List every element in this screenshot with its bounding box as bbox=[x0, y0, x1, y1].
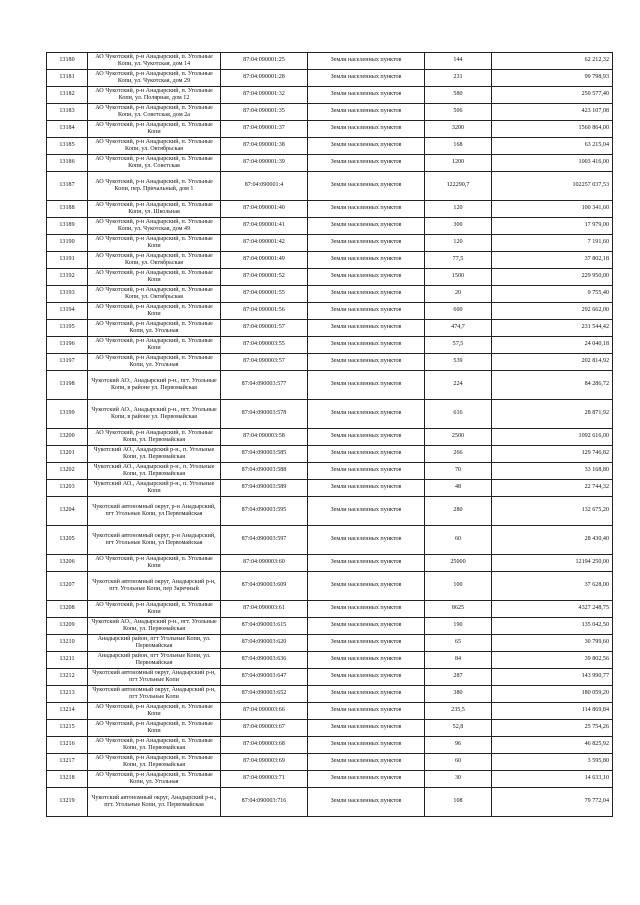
address-cell: Чукотский автономный округ, р-н Анадырский, пгт Угольные Копи, ул Первомайская bbox=[88, 497, 221, 526]
row-number: 13182 bbox=[47, 87, 88, 104]
land-category-cell: Земли населенных пунктов bbox=[308, 354, 425, 371]
address-cell: АО Чукотский, р-н Анадырский, п. Угольные Копи, ул. Советская bbox=[88, 155, 221, 172]
row-number: 13181 bbox=[47, 70, 88, 87]
land-category-cell: Земли населенных пунктов bbox=[308, 429, 425, 446]
cadastral-number-cell: 87:04:090003:585 bbox=[221, 446, 308, 463]
cadastral-number-cell: 87:04:090003:60 bbox=[221, 555, 308, 572]
address-cell: АО Чукотский, р-н Анадырский, п. Угольные Копи bbox=[88, 121, 221, 138]
cadastral-number-cell: 87:04:090003:55 bbox=[221, 337, 308, 354]
cadastral-number-cell: 87:04:090001:49 bbox=[221, 252, 308, 269]
cadastral-value-cell: 37 802,18 bbox=[492, 252, 613, 269]
land-category-cell: Земли населенных пунктов bbox=[308, 446, 425, 463]
cadastral-number-cell: 87:04:090001:4 bbox=[221, 172, 308, 201]
table-row bbox=[47, 703, 613, 720]
row-number: 13204 bbox=[47, 497, 88, 526]
address-cell: АО Чукотский, р-н Анадырский, п. Угольные Копи bbox=[88, 303, 221, 320]
cadastral-number-cell: 87:04:090003:647 bbox=[221, 669, 308, 686]
land-category-cell: Земли населенных пунктов bbox=[308, 252, 425, 269]
table-row bbox=[47, 400, 613, 429]
cadastral-value-cell: 12194 250,00 bbox=[492, 555, 613, 572]
address-cell: АО Чукотский, р-н Анадырский, п. Угольные Копи, ул. Школьная bbox=[88, 201, 221, 218]
land-category-cell: Земли населенных пунктов bbox=[308, 788, 425, 817]
cadastral-value-cell: 28 430,40 bbox=[492, 526, 613, 555]
table-row bbox=[47, 269, 613, 286]
land-category-cell: Земли населенных пунктов bbox=[308, 703, 425, 720]
area-cell: 168 bbox=[425, 138, 492, 155]
area-cell: 266 bbox=[425, 446, 492, 463]
area-cell: 60 bbox=[425, 526, 492, 555]
table-row bbox=[47, 635, 613, 652]
cadastral-number-cell: 87:04:090001:56 bbox=[221, 303, 308, 320]
address-cell: Чукотский АО., Анадырский р-н., п. Угольные Копи, ул. Первомайская bbox=[88, 446, 221, 463]
address-cell: АО Чукотский, р-н Анадырский, п. Угольные Копи bbox=[88, 703, 221, 720]
address-cell: АО Чукотский, р-н Анадырский, п. Угольные Копи, ул. Советская, дом 2а bbox=[88, 104, 221, 121]
table-row bbox=[47, 463, 613, 480]
address-cell: АО Чукотский, р-н Анадырский, п. Угольные Копи, ул. Угольная bbox=[88, 354, 221, 371]
address-cell: Чукотский АО., Анадырский р-н., пгт. Угольные Копи, в районе ул. Первомайская bbox=[88, 400, 221, 429]
table-row bbox=[47, 337, 613, 354]
row-number: 13196 bbox=[47, 337, 88, 354]
area-cell: 539 bbox=[425, 354, 492, 371]
table-row bbox=[47, 104, 613, 121]
cadastral-number-cell: 87:04:090003:68 bbox=[221, 737, 308, 754]
row-number: 13190 bbox=[47, 235, 88, 252]
cadastral-number-cell: 87:04:090001:41 bbox=[221, 218, 308, 235]
cadastral-value-cell: 62 212,32 bbox=[492, 53, 613, 70]
cadastral-number-cell: 87:04:090003:67 bbox=[221, 720, 308, 737]
area-cell: 235,5 bbox=[425, 703, 492, 720]
cadastral-number-cell: 87:04:090003:589 bbox=[221, 480, 308, 497]
row-number: 13212 bbox=[47, 669, 88, 686]
table-row bbox=[47, 218, 613, 235]
cadastral-value-cell: 7 191,60 bbox=[492, 235, 613, 252]
land-category-cell: Земли населенных пунктов bbox=[308, 480, 425, 497]
address-cell: АО Чукотский, р-н Анадырский, п. Угольные Копи, ул. Октябрьская bbox=[88, 138, 221, 155]
row-number: 13208 bbox=[47, 601, 88, 618]
area-cell: 144 bbox=[425, 53, 492, 70]
table-row bbox=[47, 201, 613, 218]
cadastral-number-cell: 87:04:090003:597 bbox=[221, 526, 308, 555]
row-number: 13191 bbox=[47, 252, 88, 269]
area-cell: 77,5 bbox=[425, 252, 492, 269]
cadastral-value-cell: 1092 616,00 bbox=[492, 429, 613, 446]
cadastral-number-cell: 87:04:090003:615 bbox=[221, 618, 308, 635]
cadastral-number-cell: 87:04:090003:609 bbox=[221, 572, 308, 601]
area-cell: 1500 bbox=[425, 269, 492, 286]
cadastral-number-cell: 87:04:090003:61 bbox=[221, 601, 308, 618]
area-cell: 96 bbox=[425, 737, 492, 754]
row-number: 13206 bbox=[47, 555, 88, 572]
row-number: 13205 bbox=[47, 526, 88, 555]
cadastral-value-cell: 63 215,04 bbox=[492, 138, 613, 155]
cadastral-value-cell: 22 744,32 bbox=[492, 480, 613, 497]
row-number: 13192 bbox=[47, 269, 88, 286]
cadastral-value-cell: 33 168,80 bbox=[492, 463, 613, 480]
cadastral-number-cell: 87:04:090003:652 bbox=[221, 686, 308, 703]
cadastral-value-cell: 292 662,00 bbox=[492, 303, 613, 320]
cadastral-number-cell: 87:04:090003:577 bbox=[221, 371, 308, 400]
cadastral-number-cell: 87:04:090003:636 bbox=[221, 652, 308, 669]
address-cell: АО Чукотский, р-н Анадырский, п. Угольные Копи, ул. Первомайская bbox=[88, 737, 221, 754]
cadastral-value-cell: 229 950,00 bbox=[492, 269, 613, 286]
land-category-cell: Земли населенных пунктов bbox=[308, 771, 425, 788]
land-category-cell: Земли населенных пунктов bbox=[308, 526, 425, 555]
land-category-cell: Земли населенных пунктов bbox=[308, 669, 425, 686]
cadastral-number-cell: 87:04:090003:66 bbox=[221, 703, 308, 720]
table-row bbox=[47, 87, 613, 104]
table-row bbox=[47, 686, 613, 703]
address-cell: АО Чукотский, р-н Анадырский, п. Угольные Копи bbox=[88, 555, 221, 572]
table-row bbox=[47, 371, 613, 400]
table-row bbox=[47, 497, 613, 526]
address-cell: АО Чукотский, р-н Анадырский, п. Угольные Копи, ул. Угольная bbox=[88, 771, 221, 788]
cadastral-number-cell: 87:04:090001:55 bbox=[221, 286, 308, 303]
address-cell: Чукотский АО., Анадырский р-н., п. Угольные Копи, ул. Первомайская bbox=[88, 463, 221, 480]
land-category-cell: Земли населенных пунктов bbox=[308, 618, 425, 635]
table-row bbox=[47, 572, 613, 601]
row-number: 13198 bbox=[47, 371, 88, 400]
land-category-cell: Земли населенных пунктов bbox=[308, 754, 425, 771]
cadastral-value-cell: 17 979,00 bbox=[492, 218, 613, 235]
cadastral-value-cell: 84 286,72 bbox=[492, 371, 613, 400]
table-row bbox=[47, 771, 613, 788]
area-cell: 122290,7 bbox=[425, 172, 492, 201]
row-number: 13194 bbox=[47, 303, 88, 320]
cadastral-value-cell: 14 633,10 bbox=[492, 771, 613, 788]
row-number: 13210 bbox=[47, 635, 88, 652]
land-category-cell: Земли населенных пунктов bbox=[308, 235, 425, 252]
area-cell: 3200 bbox=[425, 121, 492, 138]
area-cell: 48 bbox=[425, 480, 492, 497]
area-cell: 60 bbox=[425, 754, 492, 771]
cadastral-value-cell: 39 802,56 bbox=[492, 652, 613, 669]
address-cell: Чукотский автономный округ, Анадырский р-н, пгт Угольные Копи bbox=[88, 686, 221, 703]
table-row bbox=[47, 618, 613, 635]
address-cell: Чукотский АО., Анадырский р-н., пгт. Угольные Копи, в районе ул. Первомайская bbox=[88, 371, 221, 400]
table-row bbox=[47, 138, 613, 155]
table-row bbox=[47, 320, 613, 337]
cadastral-value-cell: 99 798,93 bbox=[492, 70, 613, 87]
row-number: 13216 bbox=[47, 737, 88, 754]
address-cell: Анадырский район, пгт Угольные Копи, ул. Первомайская bbox=[88, 652, 221, 669]
row-number: 13219 bbox=[47, 788, 88, 817]
land-cadastre-table bbox=[46, 52, 613, 817]
area-cell: 2500 bbox=[425, 429, 492, 446]
row-number: 13213 bbox=[47, 686, 88, 703]
land-category-cell: Земли населенных пунктов bbox=[308, 555, 425, 572]
address-cell: АО Чукотский, р-н Анадырский, п. Угольные Копи, ул. Полярная, дом 12 bbox=[88, 87, 221, 104]
address-cell: АО Чукотский, р-н Анадырский, п. Угольные Копи bbox=[88, 269, 221, 286]
land-category-cell: Земли населенных пунктов bbox=[308, 155, 425, 172]
table-row bbox=[47, 555, 613, 572]
cadastral-value-cell: 143 990,77 bbox=[492, 669, 613, 686]
table-row bbox=[47, 526, 613, 555]
row-number: 13202 bbox=[47, 463, 88, 480]
land-category-cell: Земли населенных пунктов bbox=[308, 172, 425, 201]
row-number: 13203 bbox=[47, 480, 88, 497]
cadastral-value-cell: 28 871,92 bbox=[492, 400, 613, 429]
cadastral-value-cell: 129 746,82 bbox=[492, 446, 613, 463]
area-cell: 100 bbox=[425, 572, 492, 601]
land-category-cell: Земли населенных пунктов bbox=[308, 463, 425, 480]
land-category-cell: Земли населенных пунктов bbox=[308, 371, 425, 400]
cadastral-number-cell: 87:04:090001:42 bbox=[221, 235, 308, 252]
cadastral-value-cell: 46 825,92 bbox=[492, 737, 613, 754]
land-category-cell: Земли населенных пунктов bbox=[308, 53, 425, 70]
table-row bbox=[47, 53, 613, 70]
table-row bbox=[47, 669, 613, 686]
area-cell: 190 bbox=[425, 618, 492, 635]
cadastral-value-cell: 24 040,18 bbox=[492, 337, 613, 354]
land-category-cell: Земли населенных пунктов bbox=[308, 686, 425, 703]
cadastral-value-cell: 423 107,08 bbox=[492, 104, 613, 121]
cadastral-number-cell: 87:04:090003:578 bbox=[221, 400, 308, 429]
row-number: 13209 bbox=[47, 618, 88, 635]
cadastral-value-cell: 135 042,50 bbox=[492, 618, 613, 635]
cadastral-value-cell: 37 628,00 bbox=[492, 572, 613, 601]
land-category-cell: Земли населенных пунктов bbox=[308, 138, 425, 155]
address-cell: Чукотский автономный округ, Анадырский р-н, пгт. Угольные Копи, пер Заречный bbox=[88, 572, 221, 601]
area-cell: 84 bbox=[425, 652, 492, 669]
address-cell: АО Чукотский, р-н Анадырский, п. Угольные Копи, ул. Первомайская bbox=[88, 429, 221, 446]
area-cell: 108 bbox=[425, 788, 492, 817]
cadastral-number-cell: 87:04:090003:716 bbox=[221, 788, 308, 817]
area-cell: 52,8 bbox=[425, 720, 492, 737]
row-number: 13180 bbox=[47, 53, 88, 70]
table-row bbox=[47, 155, 613, 172]
address-cell: АО Чукотский, р-н Анадырский, п. Угольные Копи, ул. Чукотская, дом 29 bbox=[88, 70, 221, 87]
land-category-cell: Земли населенных пунктов bbox=[308, 201, 425, 218]
table-row bbox=[47, 720, 613, 737]
area-cell: 120 bbox=[425, 235, 492, 252]
area-cell: 1200 bbox=[425, 155, 492, 172]
row-number: 13199 bbox=[47, 400, 88, 429]
address-cell: Чукотский АО., Анадырский р-н., пгт. Угольные Копи, ул. Первомайская bbox=[88, 618, 221, 635]
cadastral-value-cell: 25 754,26 bbox=[492, 720, 613, 737]
table-row bbox=[47, 601, 613, 618]
cadastral-value-cell: 250 577,40 bbox=[492, 87, 613, 104]
land-category-cell: Земли населенных пунктов bbox=[308, 320, 425, 337]
land-category-cell: Земли населенных пунктов bbox=[308, 337, 425, 354]
land-category-cell: Земли населенных пунктов bbox=[308, 104, 425, 121]
land-category-cell: Земли населенных пунктов bbox=[308, 497, 425, 526]
land-category-cell: Земли населенных пунктов bbox=[308, 70, 425, 87]
area-cell: 20 bbox=[425, 286, 492, 303]
cadastral-number-cell: 87:04:090001:38 bbox=[221, 138, 308, 155]
land-category-cell: Земли населенных пунктов bbox=[308, 269, 425, 286]
cadastral-value-cell: 114 869,84 bbox=[492, 703, 613, 720]
cadastral-number-cell: 87:04:090003:57 bbox=[221, 354, 308, 371]
address-cell: АО Чукотский, р-н Анадырский, п. Угольные Копи, ул. Первомайская bbox=[88, 754, 221, 771]
table-row bbox=[47, 235, 613, 252]
row-number: 13189 bbox=[47, 218, 88, 235]
cadastral-value-cell: 30 799,60 bbox=[492, 635, 613, 652]
cadastral-value-cell: 180 059,20 bbox=[492, 686, 613, 703]
row-number: 13193 bbox=[47, 286, 88, 303]
land-category-cell: Земли населенных пунктов bbox=[308, 720, 425, 737]
cadastral-number-cell: 87:04:090001:39 bbox=[221, 155, 308, 172]
row-number: 13184 bbox=[47, 121, 88, 138]
cadastral-value-cell: 79 772,04 bbox=[492, 788, 613, 817]
table-row bbox=[47, 252, 613, 269]
table-body bbox=[47, 53, 613, 817]
row-number: 13207 bbox=[47, 572, 88, 601]
row-number: 13217 bbox=[47, 754, 88, 771]
table-row bbox=[47, 737, 613, 754]
address-cell: АО Чукотский, р-н Анадырский, п. Угольные Копи, ул. Октябрьская bbox=[88, 286, 221, 303]
cadastral-number-cell: 87:04:090001:37 bbox=[221, 121, 308, 138]
land-category-cell: Земли населенных пунктов bbox=[308, 87, 425, 104]
area-cell: 506 bbox=[425, 104, 492, 121]
row-number: 13197 bbox=[47, 354, 88, 371]
table-row bbox=[47, 286, 613, 303]
area-cell: 474,7 bbox=[425, 320, 492, 337]
cadastral-value-cell: 202 814,92 bbox=[492, 354, 613, 371]
address-cell: Чукотский автономный округ, р-н Анадырский, пгт Угольные Копи, ул Первомайская bbox=[88, 526, 221, 555]
cadastral-number-cell: 87:04:090001:52 bbox=[221, 269, 308, 286]
area-cell: 580 bbox=[425, 87, 492, 104]
table-row bbox=[47, 788, 613, 817]
cadastral-number-cell: 87:04:090001:32 bbox=[221, 87, 308, 104]
row-number: 13201 bbox=[47, 446, 88, 463]
address-cell: АО Чукотский, р-н Анадырский, п. Угольные Копи bbox=[88, 337, 221, 354]
cadastral-number-cell: 87:04:090003:69 bbox=[221, 754, 308, 771]
row-number: 13195 bbox=[47, 320, 88, 337]
cadastral-number-cell: 87:04:090001:40 bbox=[221, 201, 308, 218]
land-category-cell: Земли населенных пунктов bbox=[308, 635, 425, 652]
cadastral-number-cell: 87:04:090003:595 bbox=[221, 497, 308, 526]
area-cell: 57,5 bbox=[425, 337, 492, 354]
cadastral-value-cell: 102257 037,53 bbox=[492, 172, 613, 201]
area-cell: 25000 bbox=[425, 555, 492, 572]
area-cell: 70 bbox=[425, 463, 492, 480]
address-cell: АО Чукотский, р-н Анадырский, п. Угольные Копи bbox=[88, 720, 221, 737]
area-cell: 616 bbox=[425, 400, 492, 429]
table-row bbox=[47, 172, 613, 201]
row-number: 13188 bbox=[47, 201, 88, 218]
area-cell: 30 bbox=[425, 771, 492, 788]
cadastral-number-cell: 87:04:090003:58 bbox=[221, 429, 308, 446]
row-number: 13186 bbox=[47, 155, 88, 172]
cadastral-value-cell: 3 595,80 bbox=[492, 754, 613, 771]
address-cell: АО Чукотский, р-н Анадырский, п. Угольные Копи, ул. Чукотская, дом 14 bbox=[88, 53, 221, 70]
row-number: 13200 bbox=[47, 429, 88, 446]
area-cell: 380 bbox=[425, 686, 492, 703]
row-number: 13183 bbox=[47, 104, 88, 121]
area-cell: 8625 bbox=[425, 601, 492, 618]
land-category-cell: Земли населенных пунктов bbox=[308, 652, 425, 669]
land-category-cell: Земли населенных пунктов bbox=[308, 572, 425, 601]
row-number: 13211 bbox=[47, 652, 88, 669]
land-category-cell: Земли населенных пунктов bbox=[308, 121, 425, 138]
land-category-cell: Земли населенных пунктов bbox=[308, 286, 425, 303]
cadastral-number-cell: 87:04:090003:620 bbox=[221, 635, 308, 652]
table-row bbox=[47, 480, 613, 497]
address-cell: Чукотский АО., Анадырский р-н., п. Угольные Копи bbox=[88, 480, 221, 497]
area-cell: 280 bbox=[425, 497, 492, 526]
cadastral-value-cell: 1560 864,00 bbox=[492, 121, 613, 138]
row-number: 13218 bbox=[47, 771, 88, 788]
cadastral-value-cell: 100 341,60 bbox=[492, 201, 613, 218]
area-cell: 231 bbox=[425, 70, 492, 87]
row-number: 13215 bbox=[47, 720, 88, 737]
address-cell: Анадырский район, пгт Угольные Копи, ул. Первомайская bbox=[88, 635, 221, 652]
cadastral-value-cell: 1003 416,00 bbox=[492, 155, 613, 172]
land-category-cell: Земли населенных пунктов bbox=[308, 601, 425, 618]
land-category-cell: Земли населенных пунктов bbox=[308, 400, 425, 429]
cadastral-value-cell: 9 755,40 bbox=[492, 286, 613, 303]
area-cell: 65 bbox=[425, 635, 492, 652]
address-cell: АО Чукотский, р-н Анадырский, п. Угольные Копи bbox=[88, 601, 221, 618]
table-row bbox=[47, 446, 613, 463]
address-cell: Чукотский автономный округ, Анадырский р-н., пгт. Угольные Копи, ул. Первомайская bbox=[88, 788, 221, 817]
address-cell: АО Чукотский, р-н Анадырский, п. Угольные Копи, пер. Причальный, дом 1 bbox=[88, 172, 221, 201]
area-cell: 287 bbox=[425, 669, 492, 686]
table-row bbox=[47, 121, 613, 138]
area-cell: 600 bbox=[425, 303, 492, 320]
table-row bbox=[47, 70, 613, 87]
cadastral-value-cell: 231 544,42 bbox=[492, 320, 613, 337]
area-cell: 224 bbox=[425, 371, 492, 400]
cadastral-number-cell: 87:04:090001:35 bbox=[221, 104, 308, 121]
address-cell: АО Чукотский, р-н Анадырский, п. Угольные Копи, ул. Чукотская, дом 49 bbox=[88, 218, 221, 235]
cadastral-value-cell: 4327 248,75 bbox=[492, 601, 613, 618]
address-cell: АО Чукотский, р-н Анадырский, п. Угольные Копи, ул. Угольная bbox=[88, 320, 221, 337]
cadastral-value-cell: 132 675,20 bbox=[492, 497, 613, 526]
document-page bbox=[46, 52, 612, 817]
address-cell: Чукотский автономный округ, Анадырский р-н, пгт Угольные Копи bbox=[88, 669, 221, 686]
table-row bbox=[47, 429, 613, 446]
cadastral-number-cell: 87:04:090003:588 bbox=[221, 463, 308, 480]
cadastral-number-cell: 87:04:090003:71 bbox=[221, 771, 308, 788]
address-cell: АО Чукотский, р-н Анадырский, п. Угольные Копи, ул. Октябрьская bbox=[88, 252, 221, 269]
cadastral-number-cell: 87:04:090001:28 bbox=[221, 70, 308, 87]
land-category-cell: Земли населенных пунктов bbox=[308, 737, 425, 754]
land-category-cell: Земли населенных пунктов bbox=[308, 218, 425, 235]
table-row bbox=[47, 354, 613, 371]
row-number: 13187 bbox=[47, 172, 88, 201]
table-row bbox=[47, 652, 613, 669]
table-row bbox=[47, 754, 613, 771]
cadastral-number-cell: 87:04:090001:25 bbox=[221, 53, 308, 70]
area-cell: 300 bbox=[425, 218, 492, 235]
row-number: 13214 bbox=[47, 703, 88, 720]
land-category-cell: Земли населенных пунктов bbox=[308, 303, 425, 320]
table-row bbox=[47, 303, 613, 320]
area-cell: 120 bbox=[425, 201, 492, 218]
row-number: 13185 bbox=[47, 138, 88, 155]
address-cell: АО Чукотский, р-н Анадырский, п. Угольные Копи bbox=[88, 235, 221, 252]
cadastral-number-cell: 87:04:090001:57 bbox=[221, 320, 308, 337]
